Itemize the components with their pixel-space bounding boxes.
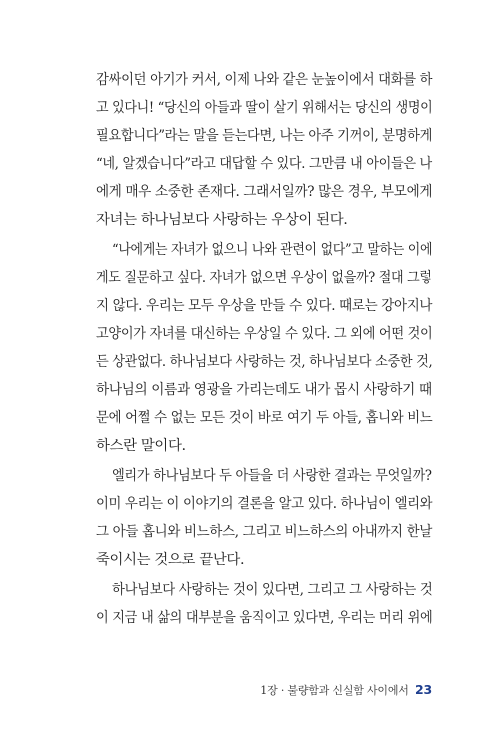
- page-number: 23: [415, 682, 432, 697]
- text-line: 문에 어쩔 수 없는 모든 것이 바로 여기 두 아들, 홉니와 비느: [96, 410, 433, 426]
- text-line: 엘리가 하나님보다 두 아들을 더 사랑한 결과는 무엇일까?: [112, 468, 432, 484]
- text-line: 하나님의 이름과 영광을 가리는데도 내가 몹시 사랑하기 때: [96, 382, 432, 398]
- text-line: 고 있다니! “당신의 아들과 딸이 살기 위해서는 당신의 생명이: [96, 100, 433, 116]
- text-line: “나에게는 자녀가 없으니 나와 관련이 없다”고 말하는 이에: [112, 242, 433, 258]
- text-line: 그 아들 홉니와 비느하스, 그리고 비느하스의 아내까지 한날: [96, 524, 433, 540]
- text-line: 감싸이던 아기가 커서, 이제 나와 같은 눈높이에서 대화를 하: [96, 72, 433, 88]
- text-line: 든 상관없다. 하나님보다 사랑하는 것, 하나님보다 소중한 것,: [96, 354, 433, 370]
- text-line: 게도 질문하고 싶다. 자녀가 없으면 우상이 없을까? 절대 그렇: [96, 270, 432, 286]
- text-line: 이 지금 내 삶의 대부분을 움직이고 있다면, 우리는 머리 위에: [96, 610, 433, 626]
- text-line: 지 않다. 우리는 모두 우상을 만들 수 있다. 때로는 강아지나: [96, 298, 433, 314]
- text-line: 하나님보다 사랑하는 것이 있다면, 그리고 그 사랑하는 것: [112, 582, 433, 598]
- text-line: “네, 알겠습니다”라고 대답할 수 있다. 그만큼 내 아이들은 나: [96, 156, 432, 172]
- text-line: 죽이시는 것으로 끝난다.: [96, 552, 245, 568]
- text-line: 자녀는 하나님보다 사랑하는 우상이 된다.: [96, 212, 348, 228]
- text-line: 하스란 말이다.: [96, 438, 186, 454]
- text-line: 이미 우리는 이 이야기의 결론을 알고 있다. 하나님이 엘리와: [96, 496, 433, 512]
- text-line: 고양이가 자녀를 대신하는 우상일 수 있다. 그 외에 어떤 것이: [96, 326, 433, 342]
- running-head: 1장 · 불량함과 신실함 사이에서: [260, 684, 409, 697]
- text-line: 필요합니다”라는 말을 듣는다면, 나는 아주 기꺼이, 분명하게: [96, 128, 433, 144]
- page-footer: [260, 682, 432, 699]
- text-line: 에게 매우 소중한 존재다. 그래서일까? 많은 경우, 부모에게: [96, 184, 433, 200]
